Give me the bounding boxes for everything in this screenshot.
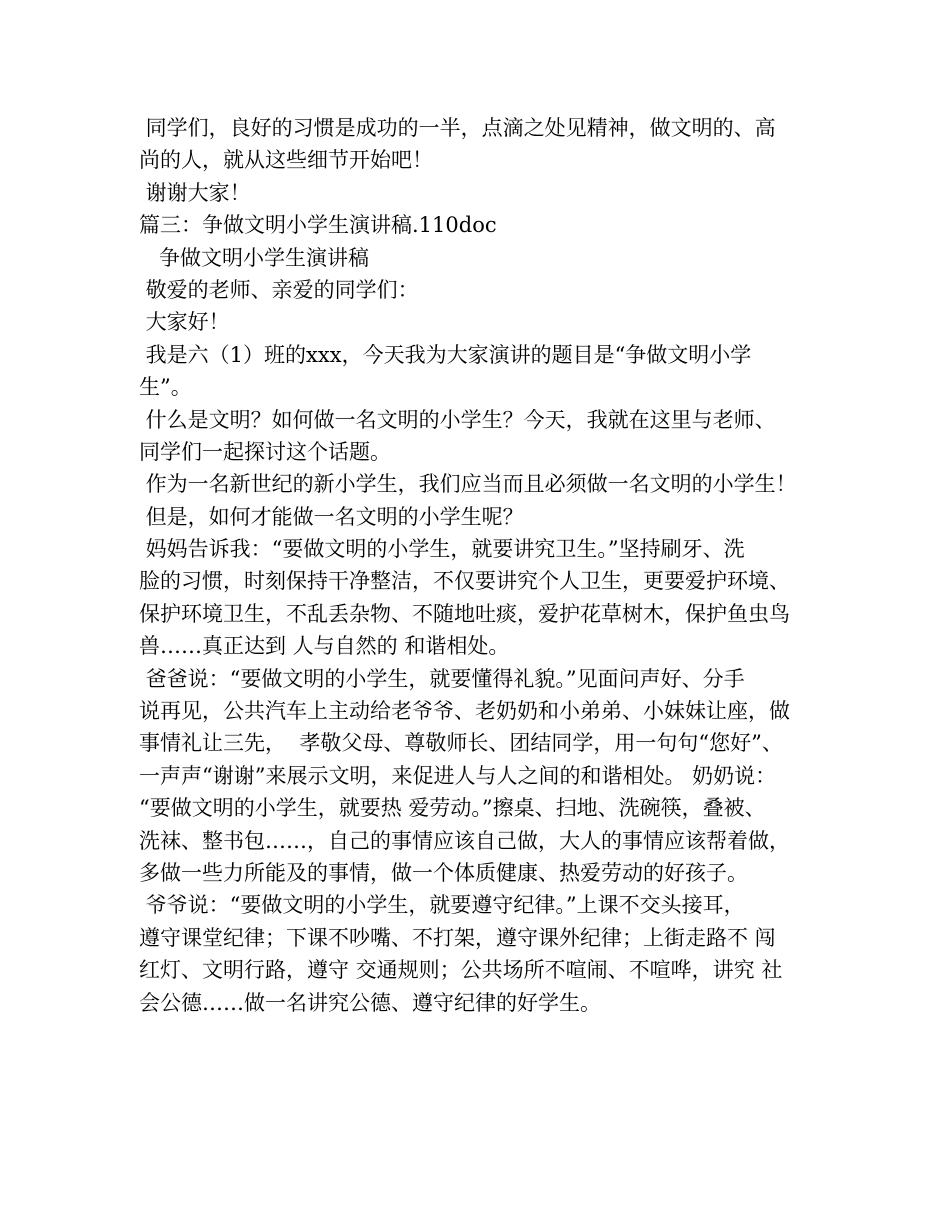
text-line: 同学们一起探讨这个话题。	[139, 439, 391, 464]
text-line: 爷爷说：“要做文明的小学生，就要遵守纪律。”上课不交头接耳，	[139, 893, 745, 918]
text-line: 一声声“谢谢”来展示文明，来促进人与人之间的和谐相处。 奶奶说：	[139, 763, 777, 788]
text-line: 作为一名新世纪的新小学生，我们应当而且必须做一名文明的小学生！	[139, 472, 797, 497]
text-line: 爸爸说：“要做文明的小学生，就要懂得礼貌。”见面问声好、分手	[139, 666, 745, 691]
text-line: “要做文明的小学生，就要热 爱劳动。”擦桌、扫地、洗碗筷，叠被、	[139, 796, 766, 821]
text-line: 洗袜、整书包……，自己的事情应该自己做，大人的事情应该帮着做，	[139, 828, 790, 853]
text-line: 兽……真正达到 人与自然的 和谐相处。	[139, 634, 510, 659]
text-line: 同学们，良好的习惯是成功的一半，点滴之处见精神，做文明的、高	[139, 116, 776, 140]
section-heading: 篇三：争做文明小学生演讲稿.110doc	[139, 213, 497, 238]
text-line: 遵守课堂纪律；下课不吵嘴、不打架，遵守课外纪律；上街走路不 闯	[139, 925, 776, 950]
text-line: 谢谢大家！	[139, 180, 251, 205]
text-line: 保护环境卫生，不乱丢杂物、不随地吐痰，爱护花草树木，保护鱼虫鸟	[139, 601, 790, 626]
text-line: 生”。	[139, 375, 192, 400]
text-line: 但是，如何才能做一名文明的小学生呢？	[139, 504, 524, 529]
text-line: 脸的习惯，时刻保持干净整洁，不仅要讲究个人卫生，更要爱护环境、	[139, 569, 790, 594]
text-line: 妈妈告诉我：“要做文明的小学生，就要讲究卫生。”坚持刷牙、洗	[139, 537, 745, 562]
text-line: 我是六（1）班的xxx，今天我为大家演讲的题目是“争做文明小学	[139, 342, 752, 367]
text-line: 多做一些力所能及的事情，做一个体质健康、热爱劳动的好孩子。	[139, 860, 748, 885]
text-line: 红灯、文明行路，遵守 交通规则；公共场所不喧闹、不喧哗，讲究 社	[139, 958, 783, 983]
document-body	[139, 112, 839, 1019]
text-line: 事情礼让三先， 孝敬父母、尊敬师长、团结同学，用一句句“您好”、	[139, 731, 783, 756]
text-line: 会公德……做一名讲究公德、遵守纪律的好学生。	[139, 990, 601, 1015]
text-line: 尚的人，就从这些细节开始吧！	[139, 148, 433, 173]
text-line: 敬爱的老师、亲爱的同学们：	[139, 277, 419, 302]
text-line: 大家好！	[139, 310, 230, 335]
text-line: 什么是文明？如何做一名文明的小学生？今天，我就在这里与老师、	[139, 407, 776, 432]
speech-title: 争做文明小学生演讲稿	[139, 245, 370, 270]
text-line: 说再见，公共汽车上主动给老爷爷、老奶奶和小弟弟、小妹妹让座，做	[139, 699, 790, 724]
